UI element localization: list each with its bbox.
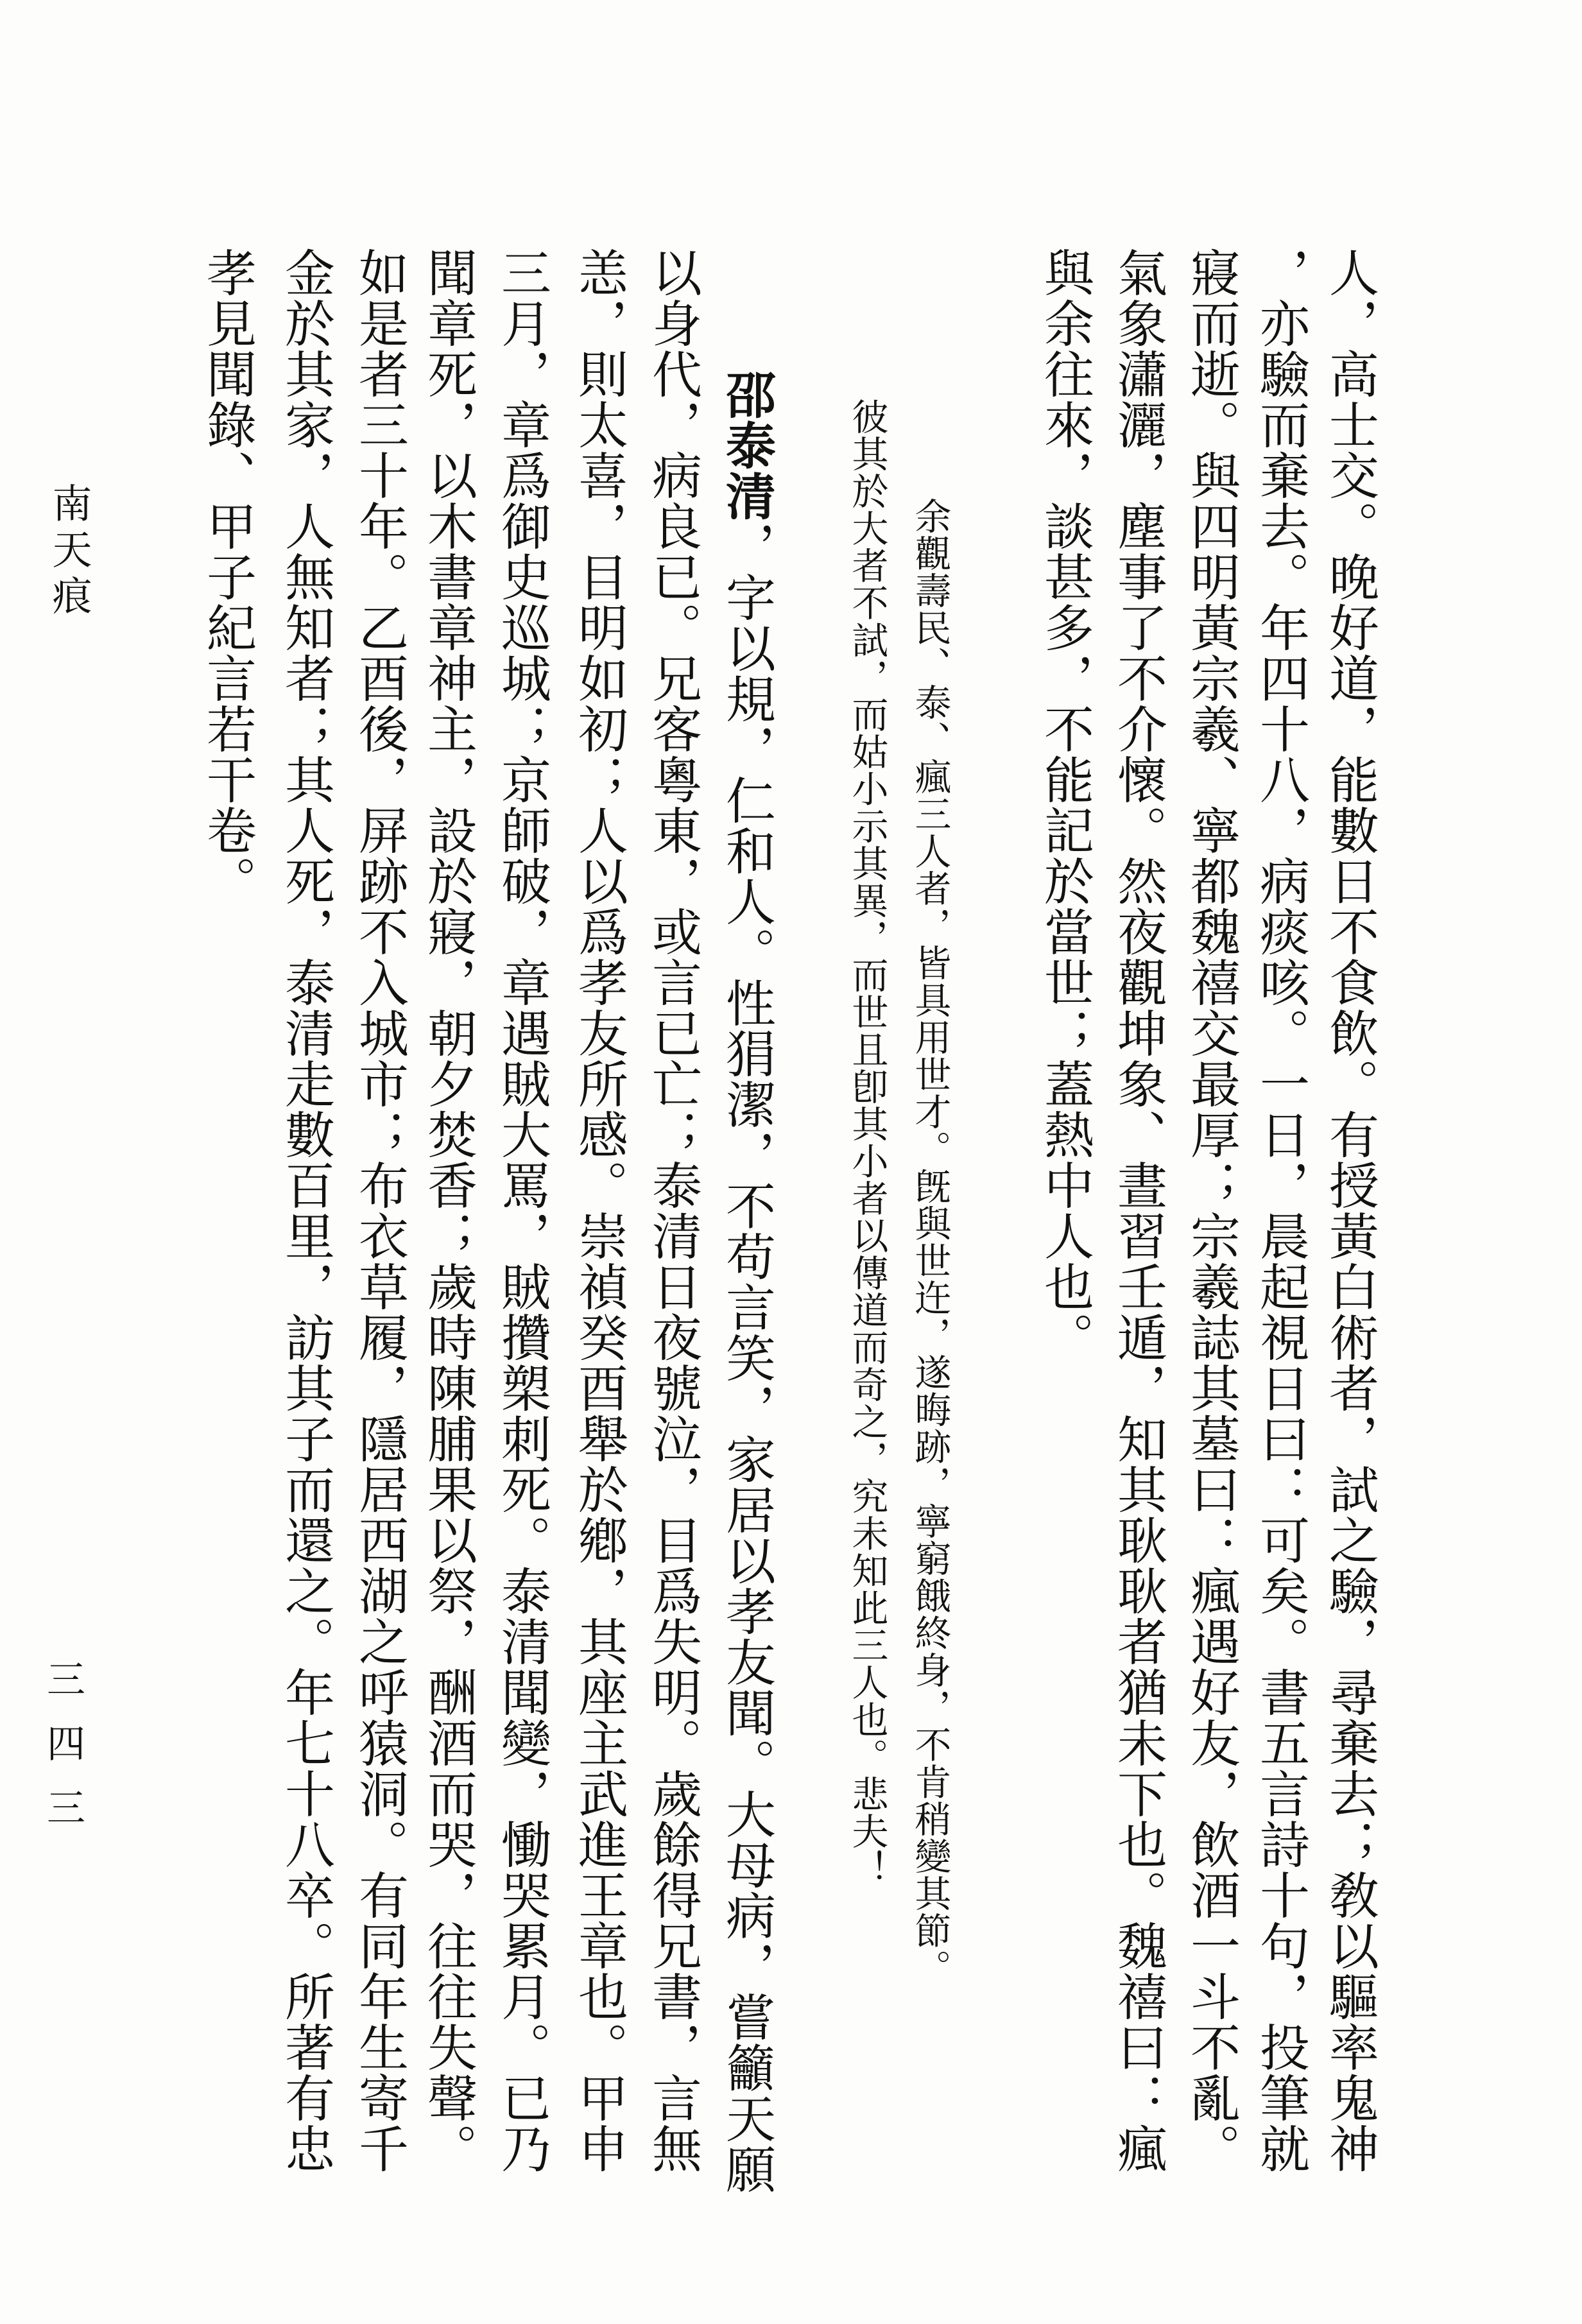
text-column-7: 以身代，病良已。兄客粵東，或言已亡；泰清日夜號泣，目爲失明。歲餘得兄書，言無 (645, 247, 701, 2174)
text-column-11: 如是者三十年。乙酉後，屏跡不入城市；布衣草履，隱居西湖之呼猿洞。有同年生寄千 (352, 247, 408, 2174)
text-column-4: 氣象瀟灑，塵事了不介懷。然夜觀坤象、晝習壬遁，知其耿耿者猶未下也。魏禧曰：瘋 (1110, 247, 1166, 2174)
biography-name: 邵泰清 (719, 369, 775, 521)
text-column-5: 與余往來，談甚多，不能記於當世；蓋熱中人也。 (1037, 247, 1093, 1363)
text-column-13: 孝見聞錄、甲子紀言若干卷。 (200, 247, 255, 906)
text-column-9: 三月，章爲御史巡城；京師破，章遇賊大罵，賊攢槊刺死。泰清聞變，慟哭累月。已乃 (494, 247, 550, 2174)
text-column-3: 寢而逝。與四明黃宗羲、寧都魏禧交最厚；宗羲誌其墓曰：瘋遇好友，飲酒一斗不亂。 (1183, 247, 1239, 2174)
text-column-6 (714, 369, 779, 2194)
biography-first-column-text: ，字以規，仁和人。性狷潔，不苟言笑，家居以孝友聞。大母病，嘗籲天願 (719, 521, 775, 2194)
comment-column-2: 彼其於大者不試，而姑小示其異，而世且卽其小者以傳道而奇之，究未知此三人也。悲夫！ (847, 398, 887, 1887)
text-column-2: ，亦驗而棄去。年四十八，病痰咳。一日，晨起視日曰：可矣。書五言詩十句，投筆就 (1253, 247, 1309, 2174)
page-number: 三四三 (42, 1659, 84, 1852)
comment-column-1: 余觀壽民、泰、瘋三人者，皆具用世才。旣與世迕，遂晦跡，寧窮餓終身，不肯稍變其節。 (909, 497, 950, 1986)
text-column-1: 人，高士交。晚好道，能數日不食飲。有授黃白術者，試之驗，尋棄去；敎以驅率鬼神 (1322, 247, 1378, 2174)
book-title-margin: 南天痕 (46, 483, 90, 621)
text-column-8: 恙，則太喜，目明如初；人以爲孝友所感。崇禎癸酉舉於鄕，其座主武進王章也。甲申 (571, 247, 627, 2174)
text-column-10: 聞章死，以木書章神主，設於寢，朝夕焚香；歲時陳脯果以祭，酬酒而哭，往往失聲。 (420, 247, 476, 2174)
text-column-12: 金於其家，人無知者；其人死，泰清走數百里，訪其子而還之。年七十八卒。所著有忠 (278, 247, 334, 2174)
